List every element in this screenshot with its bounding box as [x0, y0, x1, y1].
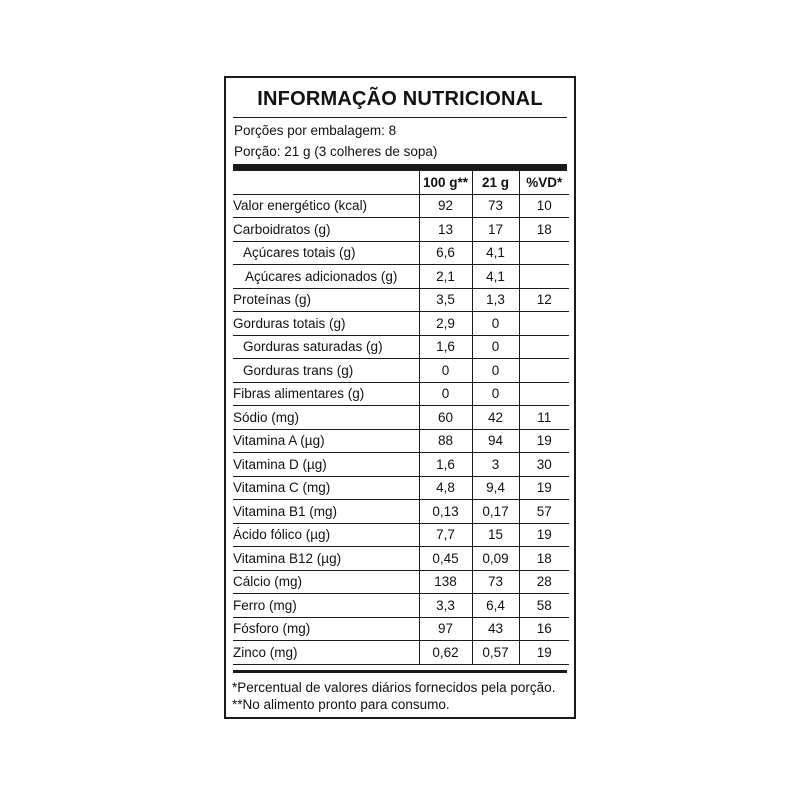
value-vd: 19 — [519, 523, 569, 547]
value-per-portion: 1,3 — [472, 288, 519, 312]
value-per-100g: 92 — [419, 194, 472, 218]
nutrient-name: Ácido fólico (µg) — [233, 523, 419, 547]
value-per-portion: 17 — [472, 218, 519, 242]
value-per-100g: 138 — [419, 570, 472, 594]
table-row — [233, 429, 569, 453]
table-row — [233, 570, 569, 594]
header-per-100g: 100 g** — [419, 171, 472, 194]
value-per-100g: 0 — [419, 382, 472, 406]
table-row — [233, 335, 569, 359]
table-row — [233, 218, 569, 242]
nutrient-name: Vitamina B1 (mg) — [233, 500, 419, 524]
value-per-100g: 97 — [419, 617, 472, 641]
value-vd: 28 — [519, 570, 569, 594]
value-vd: 18 — [519, 547, 569, 571]
nutrient-name: Zinco (mg) — [233, 641, 419, 665]
nutrition-table — [233, 171, 569, 665]
value-per-100g: 3,3 — [419, 594, 472, 618]
nutrient-name: Gorduras saturadas (g) — [233, 335, 419, 359]
value-vd — [519, 265, 569, 289]
value-per-portion: 6,4 — [472, 594, 519, 618]
table-row — [233, 241, 569, 265]
nutrient-name: Valor energético (kcal) — [233, 194, 419, 218]
value-per-portion: 0,09 — [472, 547, 519, 571]
value-per-100g: 88 — [419, 429, 472, 453]
value-per-100g: 2,1 — [419, 265, 472, 289]
value-per-100g: 2,9 — [419, 312, 472, 336]
serving-size: Porção: 21 g (3 colheres de sopa) — [234, 144, 438, 159]
table-row — [233, 641, 569, 665]
value-per-portion: 0 — [472, 335, 519, 359]
value-per-100g: 4,8 — [419, 476, 472, 500]
bottom-divider — [233, 670, 567, 673]
value-per-100g: 1,6 — [419, 335, 472, 359]
table-row — [233, 476, 569, 500]
value-vd: 18 — [519, 218, 569, 242]
value-vd: 19 — [519, 641, 569, 665]
nutrient-name: Vitamina B12 (µg) — [233, 547, 419, 571]
header-vd: %VD* — [519, 171, 569, 194]
table-row — [233, 312, 569, 336]
value-vd — [519, 382, 569, 406]
value-per-portion: 0,57 — [472, 641, 519, 665]
nutrient-name: Ferro (mg) — [233, 594, 419, 618]
header-nutrient — [233, 171, 419, 194]
table-header-row — [233, 171, 569, 194]
value-vd: 11 — [519, 406, 569, 430]
nutrient-name: Gorduras trans (g) — [233, 359, 419, 383]
table-row — [233, 547, 569, 571]
value-per-portion: 73 — [472, 194, 519, 218]
table-row — [233, 453, 569, 477]
value-vd: 19 — [519, 429, 569, 453]
table-row — [233, 523, 569, 547]
value-per-portion: 0 — [472, 312, 519, 336]
value-per-100g: 0,45 — [419, 547, 472, 571]
table-row — [233, 500, 569, 524]
value-per-100g: 0,13 — [419, 500, 472, 524]
value-per-portion: 42 — [472, 406, 519, 430]
nutrient-name: Cálcio (mg) — [233, 570, 419, 594]
nutrition-facts-label — [224, 76, 576, 719]
nutrient-name: Vitamina A (µg) — [233, 429, 419, 453]
nutrient-name: Gorduras totais (g) — [233, 312, 419, 336]
value-per-100g: 60 — [419, 406, 472, 430]
value-per-100g: 0 — [419, 359, 472, 383]
value-per-100g: 6,6 — [419, 241, 472, 265]
value-per-portion: 73 — [472, 570, 519, 594]
footnote-vd: *Percentual de valores diários fornecidos pela porção. — [232, 680, 556, 695]
value-per-portion: 4,1 — [472, 265, 519, 289]
value-vd — [519, 359, 569, 383]
value-per-portion: 0 — [472, 382, 519, 406]
value-vd — [519, 241, 569, 265]
value-per-portion: 94 — [472, 429, 519, 453]
value-vd: 10 — [519, 194, 569, 218]
table-row — [233, 288, 569, 312]
header-per-portion: 21 g — [472, 171, 519, 194]
nutrient-name: Vitamina D (µg) — [233, 453, 419, 477]
value-per-portion: 4,1 — [472, 241, 519, 265]
value-vd: 30 — [519, 453, 569, 477]
value-vd: 58 — [519, 594, 569, 618]
value-per-portion: 0 — [472, 359, 519, 383]
table-row — [233, 406, 569, 430]
value-per-100g: 1,6 — [419, 453, 472, 477]
footnote-ready-to-eat: **No alimento pronto para consumo. — [232, 697, 450, 712]
value-per-100g: 7,7 — [419, 523, 472, 547]
value-per-portion: 0,17 — [472, 500, 519, 524]
value-per-portion: 3 — [472, 453, 519, 477]
nutrient-name: Carboidratos (g) — [233, 218, 419, 242]
table-row — [233, 617, 569, 641]
table-row — [233, 382, 569, 406]
value-vd: 12 — [519, 288, 569, 312]
label-title: INFORMAÇÃO NUTRICIONAL — [257, 88, 543, 110]
table-row — [233, 594, 569, 618]
value-per-100g: 3,5 — [419, 288, 472, 312]
value-vd: 57 — [519, 500, 569, 524]
nutrient-name: Fósforo (mg) — [233, 617, 419, 641]
nutrient-name: Sódio (mg) — [233, 406, 419, 430]
servings-per-package: Porções por embalagem: 8 — [234, 123, 397, 138]
value-vd — [519, 335, 569, 359]
table-row — [233, 194, 569, 218]
nutrient-name: Açúcares adicionados (g) — [233, 265, 419, 289]
value-vd: 19 — [519, 476, 569, 500]
value-vd — [519, 312, 569, 336]
value-per-portion: 9,4 — [472, 476, 519, 500]
title-divider — [233, 117, 567, 118]
value-per-portion: 15 — [472, 523, 519, 547]
value-vd: 16 — [519, 617, 569, 641]
nutrient-name: Fibras alimentares (g) — [233, 382, 419, 406]
value-per-100g: 13 — [419, 218, 472, 242]
thick-divider — [233, 164, 567, 171]
table-row — [233, 359, 569, 383]
nutrient-name: Açúcares totais (g) — [233, 241, 419, 265]
value-per-100g: 0,62 — [419, 641, 472, 665]
table-row — [233, 265, 569, 289]
nutrient-name: Vitamina C (mg) — [233, 476, 419, 500]
value-per-portion: 43 — [472, 617, 519, 641]
nutrient-name: Proteínas (g) — [233, 288, 419, 312]
